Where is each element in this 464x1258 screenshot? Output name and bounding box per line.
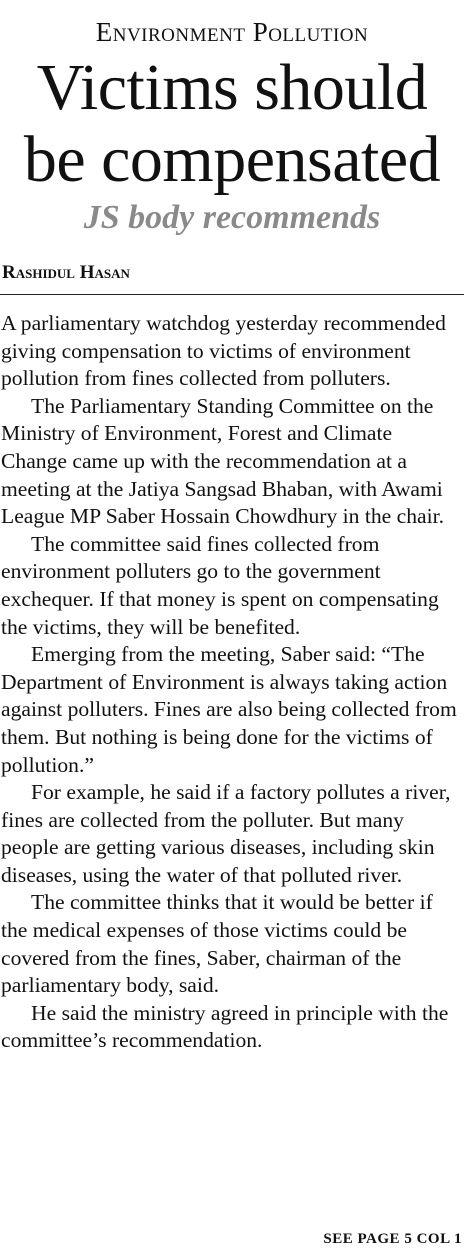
continuation-jump: SEE PAGE 5 COL 1 bbox=[323, 1231, 462, 1247]
paragraph: For example, he said if a factory pollutes a river, fines are collected from the polluter. But many people are getting various diseases, including skin diseases, using the water of that polluted river. bbox=[1, 780, 451, 887]
byline-divider bbox=[0, 294, 464, 295]
paragraph: The Parliamentary Standing Committee on the Ministry of Environment, Forest and Climate Change came up with the recommendation at a meeting at the Jatiya Sangsad Bhaban, with Awami League MP Saber Hossain Chowdhury in the chair. bbox=[1, 393, 444, 529]
paragraph: The committee said fines collected from environment polluters go to the government exchequer. If that money is spent on compensating the victims, they will be benefited. bbox=[1, 531, 439, 639]
byline: Rashidul Hasan bbox=[2, 262, 130, 283]
headline: Victims should be compensated bbox=[23, 51, 441, 196]
paragraph: The committee thinks that it would be better if the medical expenses of those victims could be covered from the fines, Saber, chairman of the parliamentary body, said. bbox=[1, 890, 433, 998]
paragraph: Emerging from the meeting, Saber said: “The Department of Environment is always taking action against polluters. Fines are also being collected from them. But nothing is being done for the victims of pollution.” bbox=[1, 642, 457, 777]
paragraph: A parliamentary watchdog yesterday recommended giving compensation to victims of environment pollution from fines collected from polluters. bbox=[1, 311, 446, 391]
article-body bbox=[1, 310, 463, 1055]
subhead: JS body recommends bbox=[83, 199, 381, 236]
kicker: Environment Pollution bbox=[95, 17, 369, 47]
paragraph: He said the ministry agreed in principle with the committee’s recommendation. bbox=[1, 1000, 449, 1053]
